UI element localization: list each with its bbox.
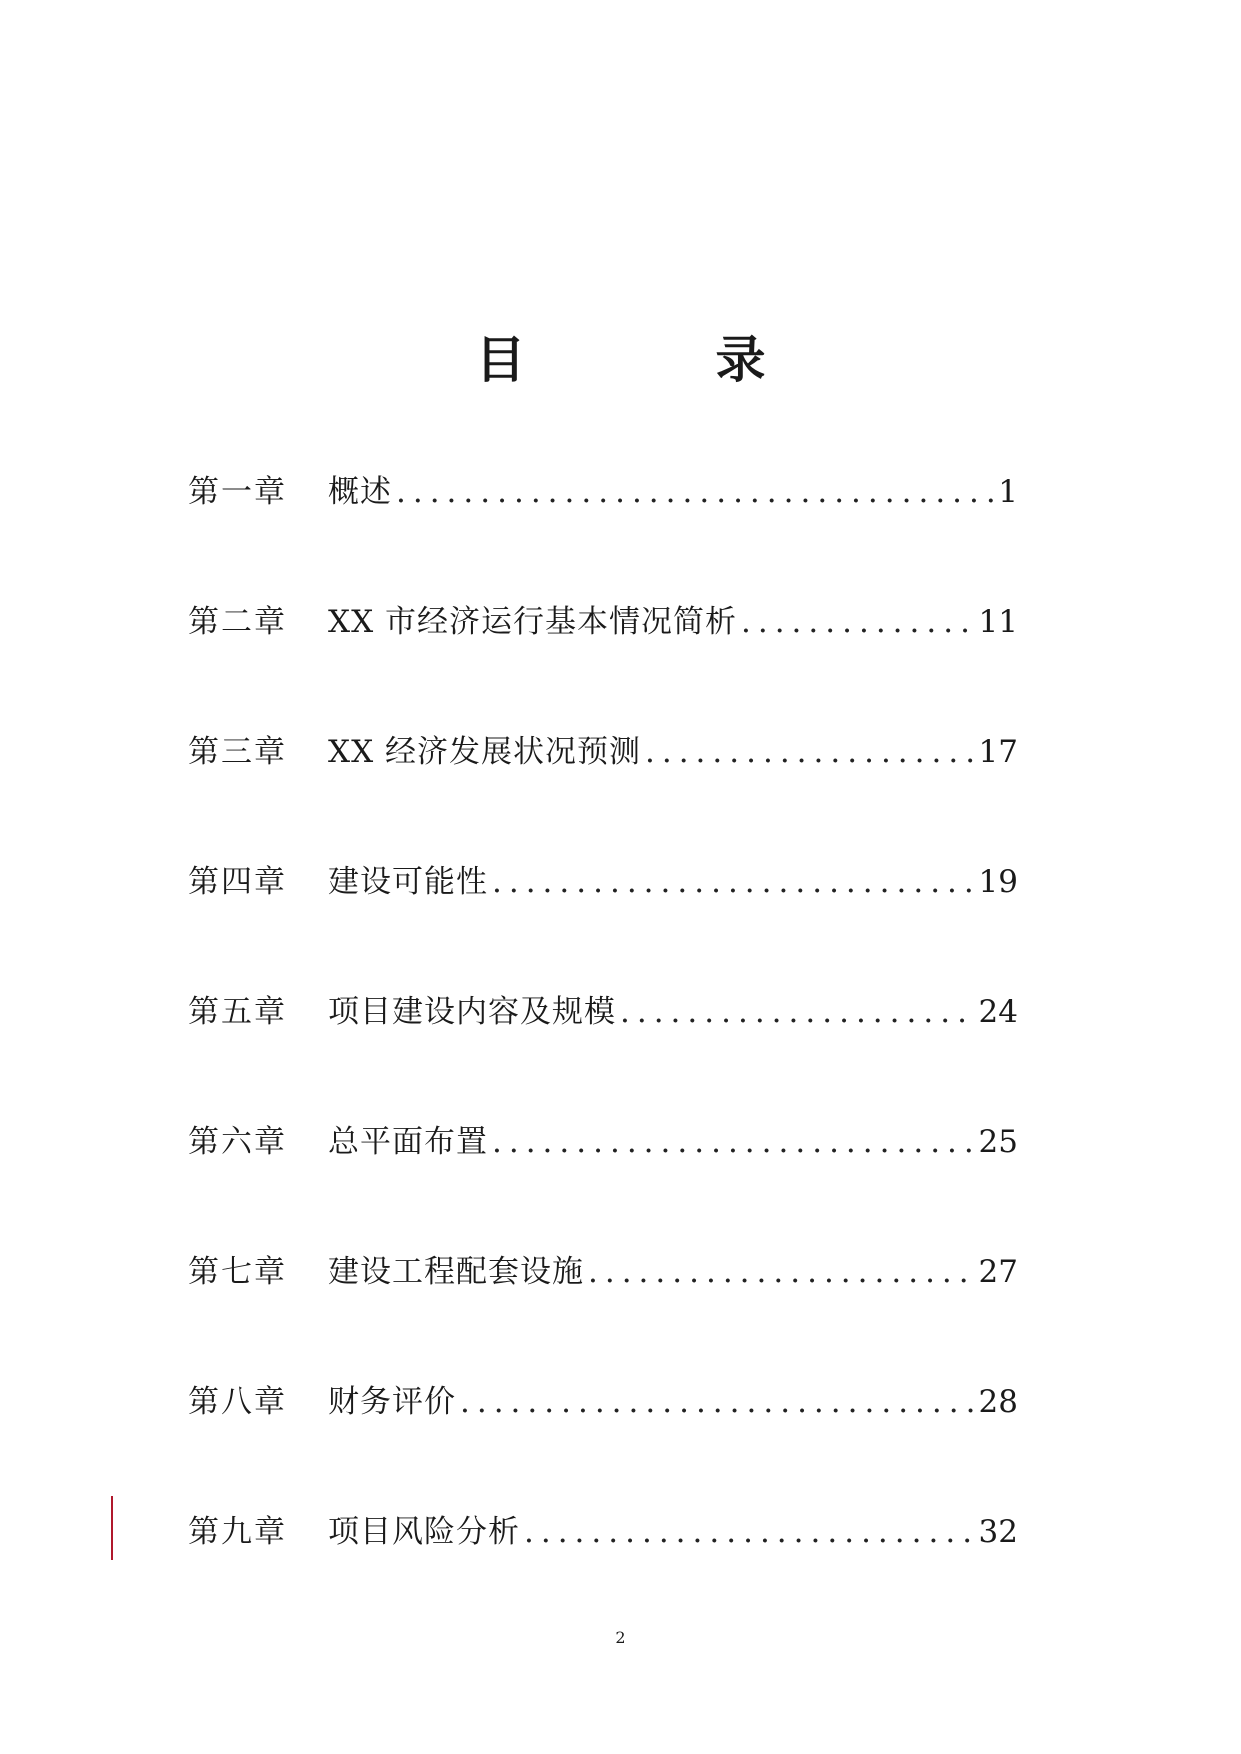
toc-dot-leader <box>588 1252 975 1292</box>
toc-page-number: 1 <box>998 474 1018 510</box>
toc-dot-leader <box>645 732 975 772</box>
toc-entry-2[interactable] <box>188 602 1018 732</box>
toc-chapter-label: 第二章 <box>188 604 287 640</box>
toc-dot-leader <box>492 1122 975 1162</box>
toc-dot-leader <box>620 992 975 1032</box>
toc-page-number: 24 <box>978 994 1018 1030</box>
toc-page-number: 28 <box>978 1384 1018 1420</box>
toc-dot-leader <box>460 1382 975 1422</box>
toc-page-number: 27 <box>978 1254 1018 1290</box>
toc-dot-leader <box>396 472 994 512</box>
toc-page-number: 19 <box>978 864 1018 900</box>
toc-entry-title: 建设可能性 <box>328 864 488 900</box>
toc-entry-title: 总平面布置 <box>328 1124 488 1160</box>
toc-entry-3[interactable] <box>188 732 1018 862</box>
toc-entry-title: XX 经济发展状况预测 <box>328 734 641 770</box>
toc-entry-title: XX 市经济运行基本情况简析 <box>328 604 737 640</box>
toc-chapter-label: 第七章 <box>188 1254 287 1290</box>
toc-chapter-label: 第九章 <box>188 1514 287 1550</box>
toc-entry-title: 财务评价 <box>328 1384 456 1420</box>
toc-page-number: 11 <box>978 604 1018 640</box>
toc-chapter-label: 第五章 <box>188 994 287 1030</box>
toc-entry-5[interactable] <box>188 992 1018 1122</box>
toc-entry-6[interactable] <box>188 1122 1018 1252</box>
toc-entry-8[interactable] <box>188 1382 1018 1512</box>
toc-chapter-label: 第八章 <box>188 1384 287 1420</box>
toc-page-number: 25 <box>978 1124 1018 1160</box>
toc-chapter-label: 第四章 <box>188 864 287 900</box>
page-title: 目 录 <box>475 331 836 389</box>
page-number: 2 <box>615 1628 626 1647</box>
table-of-contents <box>188 472 1018 1642</box>
toc-entry-title: 概述 <box>328 474 392 510</box>
toc-entry-7[interactable] <box>188 1252 1018 1382</box>
toc-entry-9[interactable] <box>188 1512 1018 1642</box>
toc-entry-title: 项目风险分析 <box>328 1514 520 1550</box>
toc-chapter-label: 第六章 <box>188 1124 287 1160</box>
toc-dot-leader <box>492 862 975 902</box>
toc-dot-leader <box>741 602 975 642</box>
toc-page-number: 17 <box>978 734 1018 770</box>
toc-entry-4[interactable] <box>188 862 1018 992</box>
toc-page-number: 32 <box>978 1514 1018 1550</box>
toc-entry-title: 建设工程配套设施 <box>328 1254 584 1290</box>
toc-entry-title: 项目建设内容及规模 <box>328 994 616 1030</box>
toc-entry-1[interactable] <box>188 472 1018 602</box>
toc-chapter-label: 第一章 <box>188 474 287 510</box>
toc-dot-leader <box>524 1512 975 1552</box>
margin-marker-line <box>111 1496 113 1560</box>
toc-chapter-label: 第三章 <box>188 734 287 770</box>
